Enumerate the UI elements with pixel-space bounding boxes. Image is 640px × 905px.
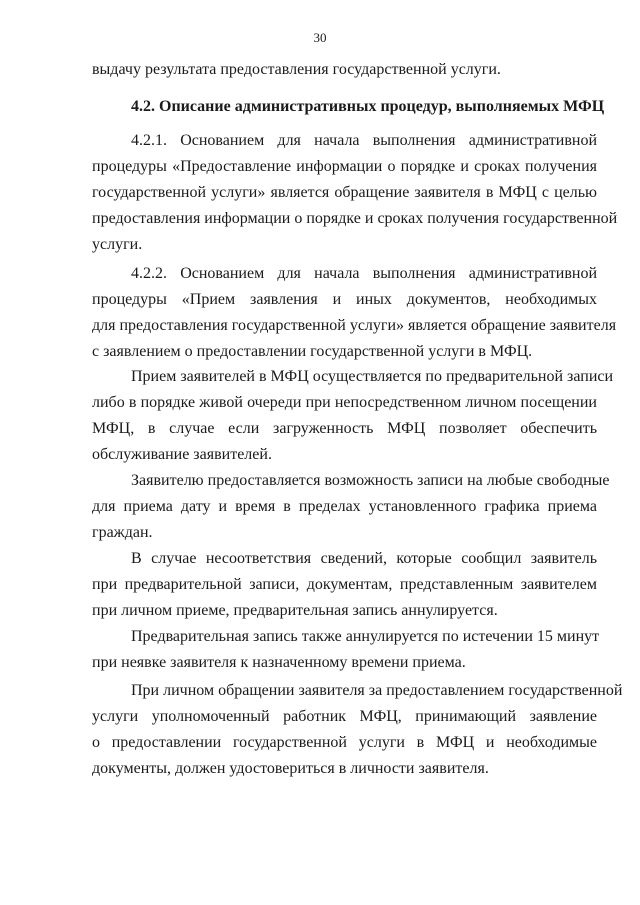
text-line: В случае несоответствия сведений, которые сообщил заявитель bbox=[131, 550, 597, 567]
text-line: Заявителю предоставляется возможность записи на любые свободные bbox=[131, 472, 610, 489]
text-line: услуги. bbox=[92, 236, 143, 253]
section-heading: 4.2. Описание административных процедур, выполняемых МФЦ bbox=[131, 98, 605, 115]
text-line: граждан. bbox=[92, 524, 153, 541]
text-line: обслуживание заявителей. bbox=[92, 446, 272, 463]
text-line: При личном обращении заявителя за предоставлением государственной bbox=[131, 682, 623, 699]
text-line: услуги уполномоченный работник МФЦ, принимающий заявление bbox=[92, 708, 597, 725]
text-line: о предоставлении государственной услуги в МФЦ и необходимые bbox=[92, 734, 597, 751]
text-line: 4.2.2. Основанием для начала выполнения административной bbox=[131, 265, 597, 282]
text-line: для предоставления государственной услуги» является обращение заявителя bbox=[92, 317, 617, 334]
text-line: при предварительной записи, документам, представленным заявителем bbox=[92, 576, 597, 593]
text-line: предоставления информации о порядке и сроках получения государственной bbox=[92, 210, 618, 227]
page-number: 30 bbox=[313, 30, 327, 45]
text-line: процедуры «Предоставление информации о порядке и сроках получения bbox=[92, 158, 597, 175]
text-line: 4.2.1. Основанием для начала выполнения административной bbox=[131, 132, 597, 149]
text-line: документы, должен удостовериться в личности заявителя. bbox=[92, 760, 489, 777]
text-line: при неявке заявителя к назначенному времени приема. bbox=[92, 654, 466, 671]
text-line: с заявлением о предоставлении государственной услуги в МФЦ. bbox=[92, 343, 533, 360]
text-line: при личном приеме, предварительная запись аннулируется. bbox=[92, 602, 498, 619]
text-line: выдачу результата предоставления государственной услуги. bbox=[92, 61, 501, 78]
text-line: для приема дату и время в пределах установленного графика приема bbox=[92, 498, 597, 515]
text-line: Прием заявителей в МФЦ осуществляется по предварительной записи bbox=[131, 368, 614, 385]
text-line: Предварительная запись также аннулируется по истечении 15 минут bbox=[131, 628, 600, 645]
text-line: либо в порядке живой очереди при непосредственном личном посещении bbox=[92, 394, 597, 411]
text-line: государственной услуги» является обращение заявителя в МФЦ с целью bbox=[92, 184, 597, 201]
text-line: процедуры «Прием заявления и иных документов, необходимых bbox=[92, 291, 597, 308]
text-line: МФЦ, в случае если загруженность МФЦ позволяет обеспечить bbox=[92, 420, 597, 437]
